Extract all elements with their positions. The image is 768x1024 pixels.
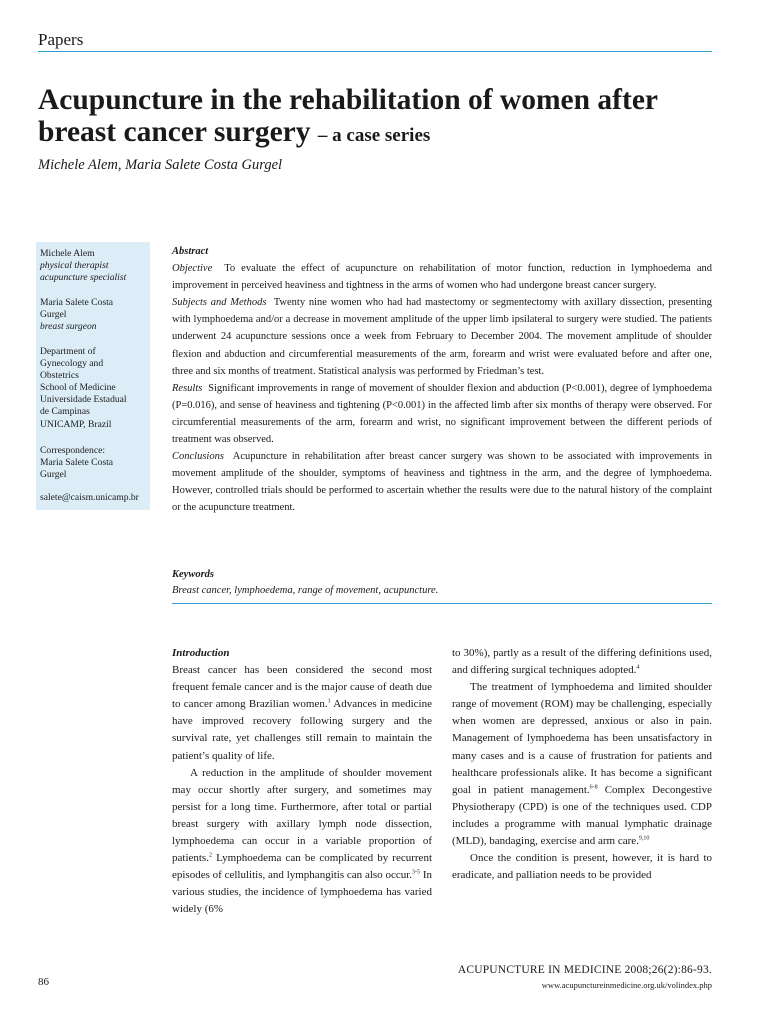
- page-number: 86: [38, 976, 49, 988]
- intro-p1-text: Breast cancer has been considered the second most frequent female cancer and is the major cause of death due to cancer among Brazilian women.: [172, 664, 432, 711]
- col2-p2b-text: Complex Decongestive Physiotherapy (CPD) is one of the techniques used. CDP includes a programme with manual lymphatic drainage (MLD), bandaging, exercise and arm care.: [452, 783, 712, 848]
- body-column-1: [172, 645, 432, 919]
- corr-line-1: Correspondence:: [40, 445, 106, 456]
- introduction-heading: Introduction: [172, 647, 230, 659]
- abstract-objective: [172, 260, 712, 294]
- abstract-results: [172, 380, 712, 448]
- col2-p1-text: to 30%), partly as a result of the differing definitions used, and differing surgical techniques adopted.: [452, 647, 712, 677]
- keywords-rule: [172, 603, 712, 604]
- intro-p2b-text: Lymphoedema can be complicated by recurrent episodes of cellulitis, and lymphangitis can also occur.: [172, 852, 432, 882]
- corr-line-3: Gurgel: [40, 469, 67, 481]
- objective-heading: Objective: [172, 263, 213, 275]
- objective-text: To evaluate the effect of acupuncture on rehabilitation of motor function, reduction in lymphoedema and improvement in perceived heaviness and tightness in the arms of women who had undergone breast cancer surgery.: [172, 263, 712, 292]
- email-block: [40, 492, 150, 504]
- conclusions-text: Acupuncture in rehabilitation after breast cancer surgery was shown to be associated with improvements in movement amplitude of the shoulder, symptoms of heaviness and tightness in the arm, and the degree of lymphoedema. However, controlled trials should be performed to ascertain whether the results were due to the natural history of the complaint or the acupuncture treatment.: [172, 451, 713, 514]
- author2-name-2: Gurgel: [40, 309, 67, 321]
- body-column-2: [452, 645, 712, 884]
- author1-role-2: acupuncture specialist: [40, 272, 127, 284]
- header-rule: [38, 51, 712, 52]
- col2-p2a-text: The treatment of lymphoedema and limited shoulder range of movement (ROM) may be challenging, especially when women are depressed, anxious or also in pain. Management of lymphoedema has been unsatisfactory in many cases and is a cause of frustration for patients and healthcare professionals alike. It has become a significant goal in patient management.: [452, 681, 712, 796]
- results-heading: Results: [172, 382, 203, 394]
- correspondence-email[interactable]: salete@caism.unicamp.br: [40, 492, 139, 503]
- col2-paragraph-3: Once the condition is present, however, it is hard to eradicate, and palliation needs to be provided: [452, 852, 712, 882]
- intro-p2c-text: In various studies, the incidence of lymphoedema has varied widely (6%: [172, 869, 433, 916]
- corr-line-2: Maria Salete Costa: [40, 457, 113, 469]
- ref-2: 2: [208, 852, 212, 859]
- dept-line-2: Gynecology and: [40, 358, 104, 370]
- title-line-1: Acupuncture in the rehabilitation of women after: [38, 84, 659, 116]
- ref-6-8: 6-8: [589, 784, 598, 791]
- methods-text: Twenty nine women who had had mastectomy or segmentectomy with axillary dissection, presenting with lymphoedema and/or a decrease in movement amplitude of the upper limb ipsilateral to surgery were studied. The patients underwent 24 acupuncture sessions once a week from February to December 2004. The movement amplitude of shoulder flexion and abduction and circumferential measurements of the arm, forearm and wrist were evaluated before and after one, three and six months of treatment. Statistical analysis was performed by Friedman’s test.: [172, 297, 713, 377]
- conclusions-heading: Conclusions: [172, 451, 224, 463]
- dept-line-6: de Campinas: [40, 406, 90, 418]
- section-label: Papers: [38, 30, 84, 49]
- title-subtitle: – a case series: [317, 125, 431, 146]
- keywords-heading: Keywords: [172, 569, 214, 580]
- author1-name: Michele Alem: [40, 248, 95, 259]
- correspondence-block: [40, 445, 150, 481]
- methods-heading: Subjects and Methods: [172, 297, 267, 309]
- abstract-methods: [172, 294, 712, 379]
- results-text: Significant improvements in range of movement of shoulder flexion and abduction (P<0.001), degree of lymphoedema (P=0.016), and sense of heaviness and tightening (P<0.001) in the affected limb after six months of therapy were observed. For circumferential measurements of the arm, forearm and wrist, no significant improvement between the different periods of treatment was observed.: [172, 382, 713, 446]
- abstract: [172, 243, 712, 517]
- affiliation-block: [40, 346, 150, 431]
- article-title: [38, 84, 738, 152]
- dept-line-7: UNICAMP, Brazil: [40, 418, 112, 430]
- author2-block: [40, 297, 150, 333]
- intro-paragraph-2: [172, 765, 432, 919]
- ref-4: 4: [636, 664, 640, 671]
- keywords-text: Breast cancer, lymphoedema, range of movement, acupuncture.: [172, 585, 439, 596]
- col2-paragraph-1: [452, 645, 712, 679]
- abstract-heading: Abstract: [172, 246, 209, 257]
- intro-paragraph-1: [172, 662, 432, 765]
- author1-role-1: physical therapist: [40, 260, 109, 272]
- author2-role: breast surgeon: [40, 321, 97, 333]
- intro-p2a-text: A reduction in the amplitude of shoulder movement may occur shortly after surgery, and sometimes may persist for a long time. Furthermore, after total or partial breast surgery with axillary lymph node dissection, lymphoedema can occur in a variable proportion of patients.: [172, 766, 432, 865]
- author1-block: [40, 248, 150, 284]
- dept-line-4: School of Medicine: [40, 382, 116, 394]
- dept-line-1: Department of: [40, 346, 96, 357]
- dept-line-5: Universidade Estadual: [40, 394, 127, 406]
- dept-line-3: Obstetrics: [40, 370, 79, 382]
- ref-1: 1: [327, 698, 331, 705]
- abstract-conclusions: [172, 448, 712, 516]
- footer-url[interactable]: www.acupunctureinmedicine.org.uk/volindex.php: [541, 980, 712, 990]
- intro-p1b-text: Advances in medicine have improved recovery following surgery and the survival rate, yet challenges still remain to maintain the patient’s quality of life.: [172, 698, 432, 762]
- author2-name-1: Maria Salete Costa: [40, 297, 113, 308]
- author-list: Michele Alem, Maria Salete Costa Gurgel: [38, 157, 283, 173]
- ref-9-10: 9,10: [638, 835, 650, 842]
- col2-paragraph-2: [452, 679, 712, 850]
- footer-journal-citation: ACUPUNCTURE IN MEDICINE 2008;26(2):86-93.: [457, 964, 712, 976]
- ref-3-5: 3-5: [412, 869, 421, 876]
- title-line-2-main: breast cancer surgery: [38, 116, 311, 148]
- title-line-2: [38, 116, 738, 152]
